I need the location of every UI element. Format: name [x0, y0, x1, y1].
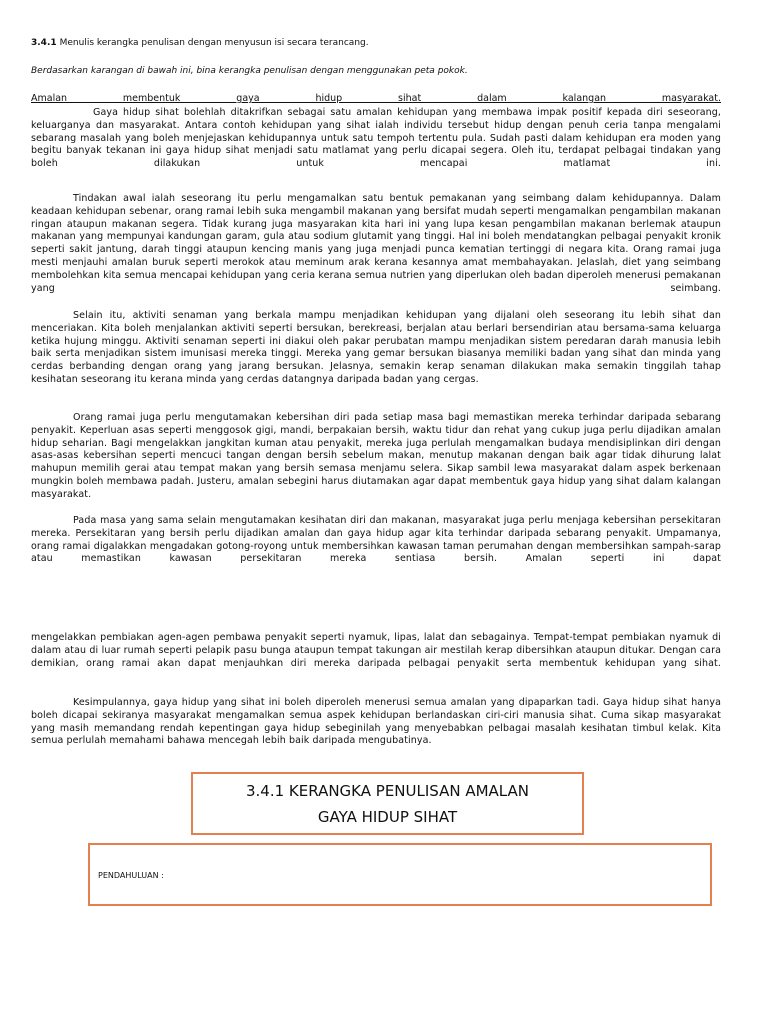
essay-paragraph-5-continued: mengelakkan pembiakan agen-agen pembawa penyakit seperti nyamuk, lipas, lalat dan sebagainya. Tempat-tempat pembiakan nyamuk di dalam atau di luar rumah seperti pelapik pasu bunga ataupun tempat takungan air mestilah kerap dibersihkan ataupun ditukar. Dengan cara demikian, orang ramai akan dapat menjauhkan diri mereka daripada pelbagai penyakit serta membentuk kehidupan yang sihat.: [31, 632, 721, 669]
essay-paragraph-1: Gaya hidup sihat bolehlah ditakrifkan sebagai satu amalan kehidupan yang membawa impak positif kepada diri seseorang, keluarganya dan masyarakat. Antara contoh kehidupan yang sihat ialah individu tersebut hidup dengan penuh ceria tanpa mengalami sebarang masalah yang boleh menjejaskan kehidupannya untuk satu tempoh tertentu pula. Sudah pasti dalam kehidupan era moden yang begitu banyak tekanan ini gaya hidup sihat menjadi satu matlamat yang perlu dicapai segera. Oleh itu, terdapat pelbagai tindakan yang boleh dilakukan untuk mencapai matlamat ini.: [31, 107, 721, 170]
essay-paragraph-3: Selain itu, aktiviti senaman yang berkala mampu menjadikan kehidupan yang dijalani oleh seseorang itu lebih sihat dan menceriakan. Kita boleh menjalankan aktiviti seperti bersukan, berekreasi, berjalan atau berlari bersendirian atau bersama-sama keluarga ketika hujung minggu. Aktiviti senaman seperti ini diakui oleh pakar perubatan mampu menjadikan sistem peredaran darah manusia lebih baik serta menjadikan sistem imunisasi mereka tinggi. Mereka yang gemar bersukan biasanya memiliki badan yang sihat dan minda yang cerdas berbanding dengan orang yang jarang bersukan. Jelasnya, semakin kerap senaman dilakukan maka semakin tinggilah tahap kesihatan seseorang itu kerana minda yang cerdas datangnya daripada badan yang cergas.: [31, 310, 721, 385]
essay-paragraph-6: Kesimpulannya, gaya hidup yang sihat ini boleh diperoleh menerusi semua amalan yang dipaparkan tadi. Gaya hidup sihat hanya boleh dicapai sekiranya masyarakat mengamalkan semua aspek kehidupan berlandaskan ciri-ciri manusia sihat. Cuma sikap masyarakat yang masih memandang rendah kepentingan gaya hidup sebeginilah yang menyebabkan pelbagai masalah kesihatan timbul kelak. Kita semua perlulah memahami bahawa mencegah lebih baik daripada mengubatinya.: [31, 697, 721, 747]
introduction-label: PENDAHULUAN :: [98, 871, 164, 880]
instruction-text: Berdasarkan karangan di bawah ini, bina kerangka penulisan dengan menggunakan peta pokok.: [31, 66, 468, 76]
essay-title: Amalan membentuk gaya hidup sihat dalam kalangan masyarakat.: [31, 93, 721, 104]
framework-title-box: [191, 772, 584, 835]
essay-paragraph-2: Tindakan awal ialah seseorang itu perlu mengamalkan satu bentuk pemakanan yang seimbang dalam kehidupannya. Dalam keadaan kehidupan sebenar, orang ramai lebih suka mengambil makanan yang bersifat mudah seperti mengamalkan pengambilan makanan ringan ataupun makanan segera. Tidak kurang juga masyarakan kita hari ini yang lupa kesan pengambilan makanan berlemak ataupun makanan yang mempunyai kandungan garam, gula atau sodium glutamit yang tinggi. Hal ini boleh mendatangkan pelbagai penyakit kronik seperti sakit jantung, darah tinggi ataupun kencing manis yang juga menjadi punca kematian tertinggi di negara kita. Orang ramai juga mesti menjauhi amalan buruk seperti merokok atau meminum arak kerana kesannya amat membahayakan. Jelaslah, diet yang seimbang membolehkan kita semua mencapai kehidupan yang ceria kerana semua nutrien yang diperlukan oleh badan diperoleh menerusi pemakanan yang seimbang.: [31, 193, 721, 294]
essay-paragraph-4: Orang ramai juga perlu mengutamakan kebersihan diri pada setiap masa bagi memastikan mereka terhindar daripada sebarang penyakit. Keperluan asas seperti menggosok gigi, mandi, berpakaian bersih, waktu tidur dan rehat yang cukup juga perlu dijadikan amalan hidup seharian. Bagi mengelakkan jangkitan kuman atau penyakit, mereka juga perlulah mengamalkan budaya mendisiplinkan diri dengan asas-asas kebersihan seperti mencuci tangan dengan bersih sebelum makan, menutup makanan dengan baik agar tidak dihurung lalat mahupun memilih gerai atau tempat makan yang bersih semasa menjamu selera. Sikap sambil lewa masyarakat dalam aspek berkenaan mungkin boleh membawa padah. Justeru, amalan sebegini harus diutamakan agar dapat membentuk gaya hidup yang sihat dalam kalangan masyarakat.: [31, 412, 721, 500]
framework-title: 3.4.1 KERANGKA PENULISAN AMALAN GAYA HIDUP SIHAT: [246, 781, 529, 826]
essay-paragraph-5: Pada masa yang sama selain mengutamakan kesihatan diri dan makanan, masyarakat juga perlu menjaga kebersihan persekitaran mereka. Persekitaran yang bersih perlu dijadikan amalan dan gaya hidup agar kita terhindar daripada sebarang penyakit. Umpamanya, orang ramai digalakkan mengadakan gotong-royong untuk membersihkan kawasan taman perumahan dengan membersihkan sampah-sarap atau memastikan kawasan persekitaran mereka sentiasa bersih. Amalan seperti ini dapat: [31, 515, 721, 565]
section-heading-text: Menulis kerangka penulisan dengan menyusun isi secara terancang.: [59, 38, 369, 48]
section-heading: [31, 38, 369, 48]
introduction-box[interactable]: [88, 843, 712, 906]
section-number: 3.4.1: [31, 38, 57, 48]
